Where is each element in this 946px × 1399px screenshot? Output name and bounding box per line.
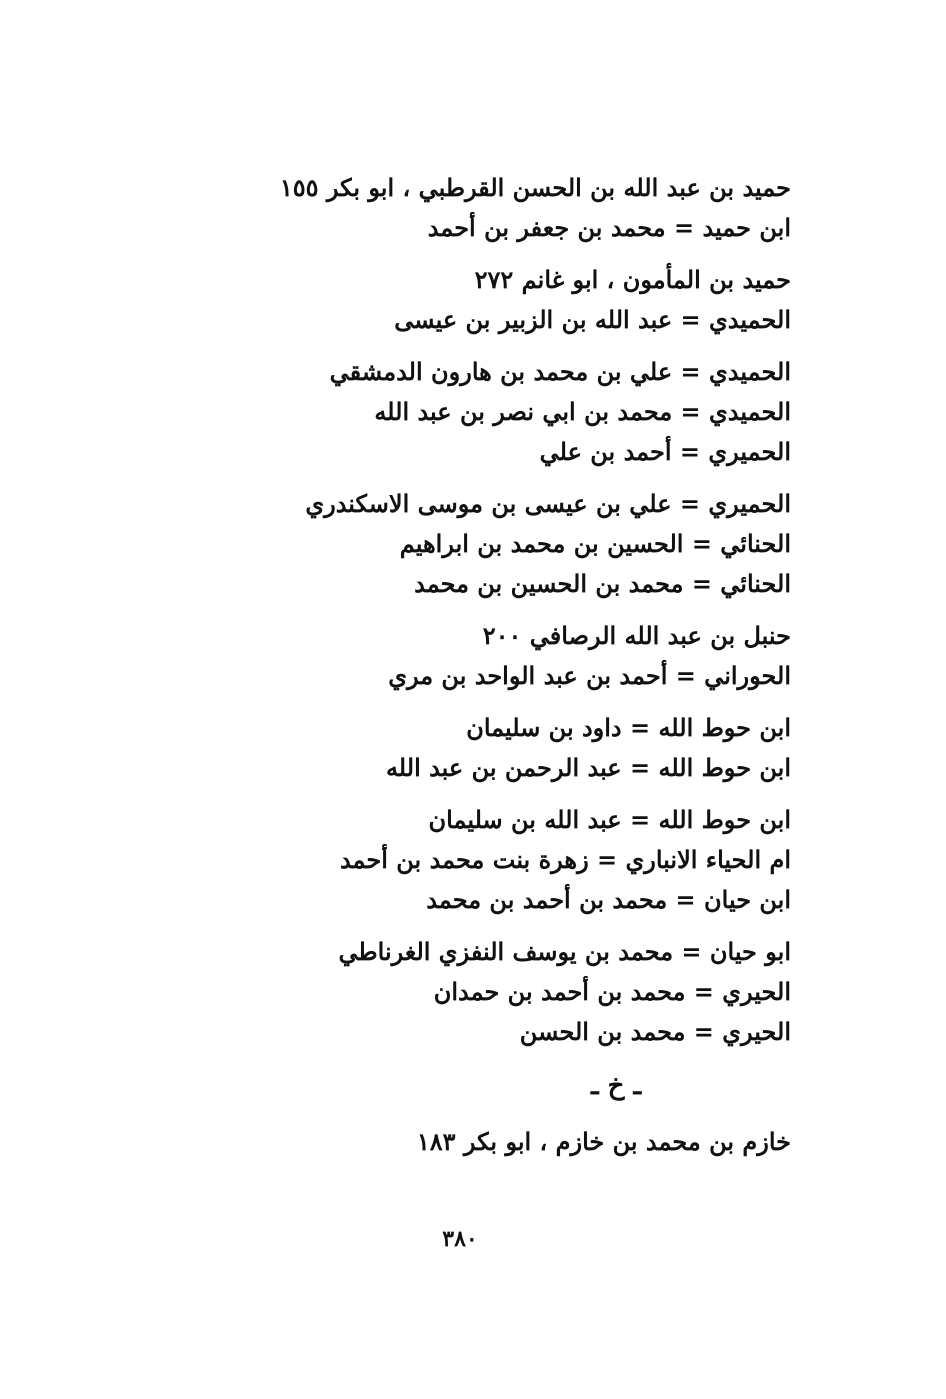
index-entry: الحيري = محمد بن أحمد بن حمدان — [433, 977, 791, 1006]
section-entries — [311, 1122, 791, 1162]
index-entry: الحوراني = أحمد بن عبد الواحد بن مري — [388, 661, 791, 690]
section-heading: ـ خ ـ — [590, 1071, 642, 1101]
index-entry: الحميدي = عبد الله بن الزبير بن عيسى — [394, 305, 791, 334]
entry-group — [311, 616, 791, 696]
entry-group — [305, 484, 791, 604]
index-entry: ابن حوط الله = داود بن سليمان — [466, 713, 791, 742]
entry-group — [311, 352, 791, 472]
index-entry: الحنائي = محمد بن الحسين بن محمد — [414, 569, 791, 598]
index-entry: ابن حيان = محمد بن أحمد بن محمد — [426, 885, 791, 914]
index-entry: الحميدي = محمد بن ابي نصر بن عبد الله — [374, 397, 791, 426]
index-entry: حميد بن عبد الله بن الحسن القرطبي ، ابو بكر ١٥٥ — [279, 173, 791, 202]
index-entry: حنبل بن عبد الله الرصافي ٢٠٠ — [482, 621, 791, 650]
index-entry: الحميدي = علي بن محمد بن هارون الدمشقي — [329, 357, 791, 386]
entry-group — [279, 168, 791, 248]
index-entry: ابن حوط الله = عبد الله بن سليمان — [428, 805, 791, 834]
page-number: ٣٨٠ — [442, 1226, 478, 1252]
index-entry: ابن حميد = محمد بن جعفر بن أحمد — [427, 213, 791, 242]
index-entry: خازم بن محمد بن خازم ، ابو بكر ١٨٣ — [416, 1127, 791, 1156]
index-entry: ابن حوط الله = عبد الرحمن بن عبد الله — [385, 753, 791, 782]
index-entry: الحيري = محمد بن الحسن — [519, 1017, 791, 1046]
index-entry: الحميري = علي بن عيسى بن موسى الاسكندري — [305, 489, 791, 518]
index-entry: الحنائي = الحسين بن محمد بن ابراهيم — [399, 529, 791, 558]
entry-group — [311, 932, 791, 1052]
index-entry: حميد بن المأمون ، ابو غانم ٢٧٢ — [474, 265, 791, 294]
entry-group — [311, 708, 791, 788]
index-entry: ام الحياء الانباري = زهرة بنت محمد بن أحمد — [339, 845, 791, 874]
index-entries — [279, 168, 791, 1052]
index-column — [279, 168, 791, 1162]
entry-group — [311, 800, 791, 920]
index-entry: ابو حيان = محمد بن يوسف النفزي الغرناطي — [338, 937, 791, 966]
entry-group — [311, 260, 791, 340]
index-entry: الحميري = أحمد بن علي — [539, 437, 791, 466]
